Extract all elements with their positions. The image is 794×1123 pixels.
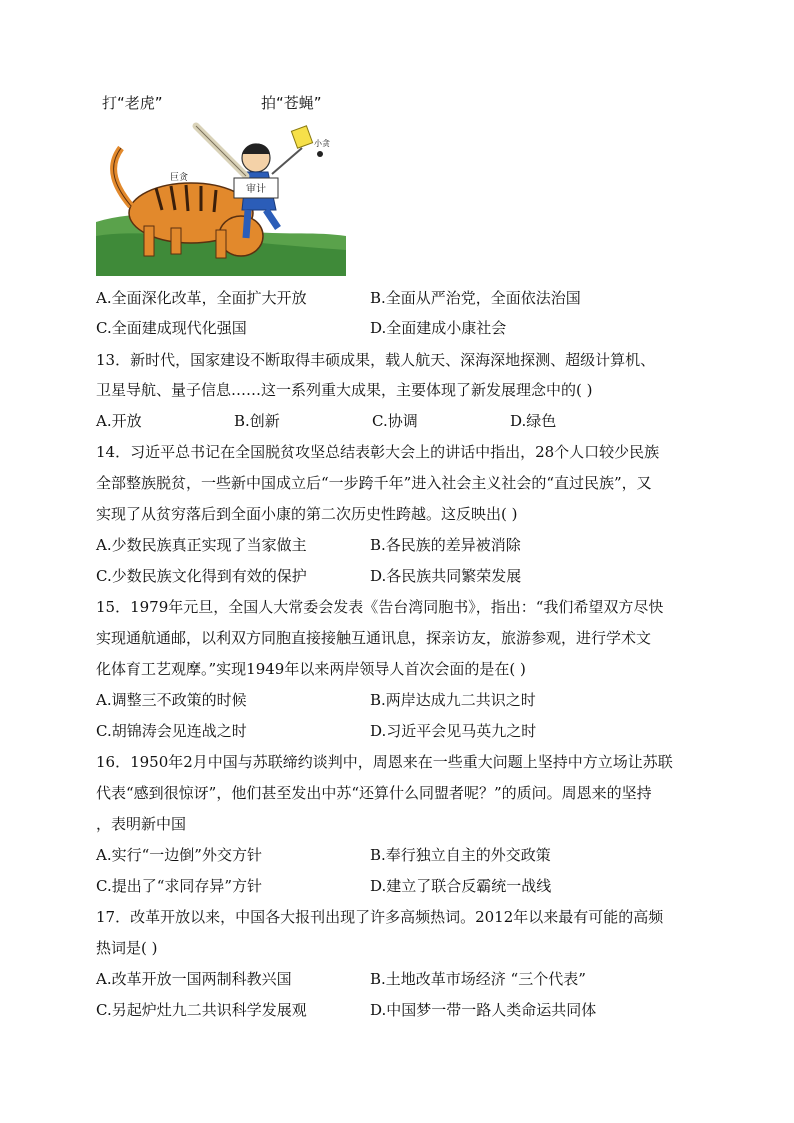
- q15-option-d: D.习近平会见马英九之时: [370, 722, 537, 740]
- q12-option-c: C.全面建成现代化强国: [96, 319, 247, 337]
- q15-stem-line2: 实现通航通邮，以利双方同胞直接接触互通讯息，探亲访友，旅游参观，进行学术文: [96, 629, 652, 647]
- cartoon-caption-right: 拍“苍蝇”: [261, 94, 322, 112]
- q13-option-d: D.绿色: [510, 412, 557, 430]
- q14-option-a: A.少数民族真正实现了当家做主: [96, 536, 307, 554]
- q16-option-d: D.建立了联合反霸统一战线: [370, 877, 552, 895]
- q17-option-a: A.改革开放一国两制科教兴国: [96, 970, 292, 988]
- q16-option-b: B.奉行独立自主的外交政策: [370, 846, 551, 864]
- q13-option-b: B.创新: [234, 412, 280, 430]
- q16-stem-line3: ，表明新中国: [96, 815, 187, 833]
- q17-option-d: D.中国梦一带一路人类命运共同体: [370, 1001, 597, 1019]
- q12-option-b: B.全面从严治党，全面依法治国: [370, 289, 581, 307]
- fly-label: 小贪: [314, 139, 330, 148]
- q15-option-a: A.调整三不政策的时候: [96, 691, 247, 709]
- q13-stem-line1: 13．新时代，国家建设不断取得丰硕成果，载人航天、深海深地探测、超级计算机、: [96, 351, 656, 369]
- cartoon-illustration: [96, 118, 346, 276]
- q16-stem-line1: 16．1950年2月中国与苏联缔约谈判中，周恩来在一些重大问题上坚持中方立场让苏联: [96, 753, 673, 771]
- q17-option-c: C.另起炉灶九二共识科学发展观: [96, 1001, 307, 1019]
- q14-stem-line1: 14．习近平总书记在全国脱贫攻坚总结表彰大会上的讲话中指出，28个人口较少民族: [96, 443, 660, 461]
- q15-stem-line1: 15．1979年元旦，全国人大常委会发表《告台湾同胞书》，指出：“我们希望双方尽快: [96, 598, 664, 616]
- q12-option-d: D.全面建成小康社会: [370, 319, 507, 337]
- q14-stem-line3: 实现了从贫穷落后到全面小康的第二次历史性跨越。这反映出( ): [96, 505, 518, 523]
- q14-stem-line2: 全部整族脱贫，一些新中国成立后“一步跨千年”进入社会主义社会的“直过民族”，又: [96, 474, 652, 492]
- q15-stem-line3: 化体育工艺观摩。”实现1949年以来两岸领导人首次会面的是在( ): [96, 660, 526, 678]
- q16-option-c: C.提出了“求同存异”方针: [96, 877, 263, 895]
- q16-option-a: A.实行“一边倒”外交方针: [96, 846, 262, 864]
- q12-option-a: A.全面深化改革，全面扩大开放: [96, 289, 307, 307]
- q16-stem-line2: 代表“感到很惊讶”，他们甚至发出中苏“还算什么同盟者呢？”的质问。周恩来的坚持: [96, 784, 652, 802]
- q17-stem-line2: 热词是( ): [96, 939, 158, 957]
- q15-option-c: C.胡锦涛会见连战之时: [96, 722, 247, 740]
- q14-option-d: D.各民族共同繁荣发展: [370, 567, 522, 585]
- q14-option-c: C.少数民族文化得到有效的保护: [96, 567, 307, 585]
- cartoon-caption-left: 打“老虎”: [102, 94, 163, 112]
- q17-stem-line1: 17．改革开放以来，中国各大报刊出现了许多高频热词。2012年以来最有可能的高频: [96, 908, 664, 926]
- audit-sign-label: 审计: [246, 184, 266, 195]
- tiger-label: 巨贪: [170, 173, 189, 183]
- q17-option-b: B.土地改革市场经济 “三个代表”: [370, 970, 586, 988]
- q14-option-b: B.各民族的差异被消除: [370, 536, 521, 554]
- cartoon-figure: [96, 92, 346, 276]
- q13-option-c: C.协调: [372, 412, 418, 430]
- q15-option-b: B.两岸达成九二共识之时: [370, 691, 536, 709]
- q13-option-a: A.开放: [96, 412, 142, 430]
- q13-stem-line2: 卫星导航、量子信息……这一系列重大成果，主要体现了新发展理念中的( ): [96, 381, 593, 399]
